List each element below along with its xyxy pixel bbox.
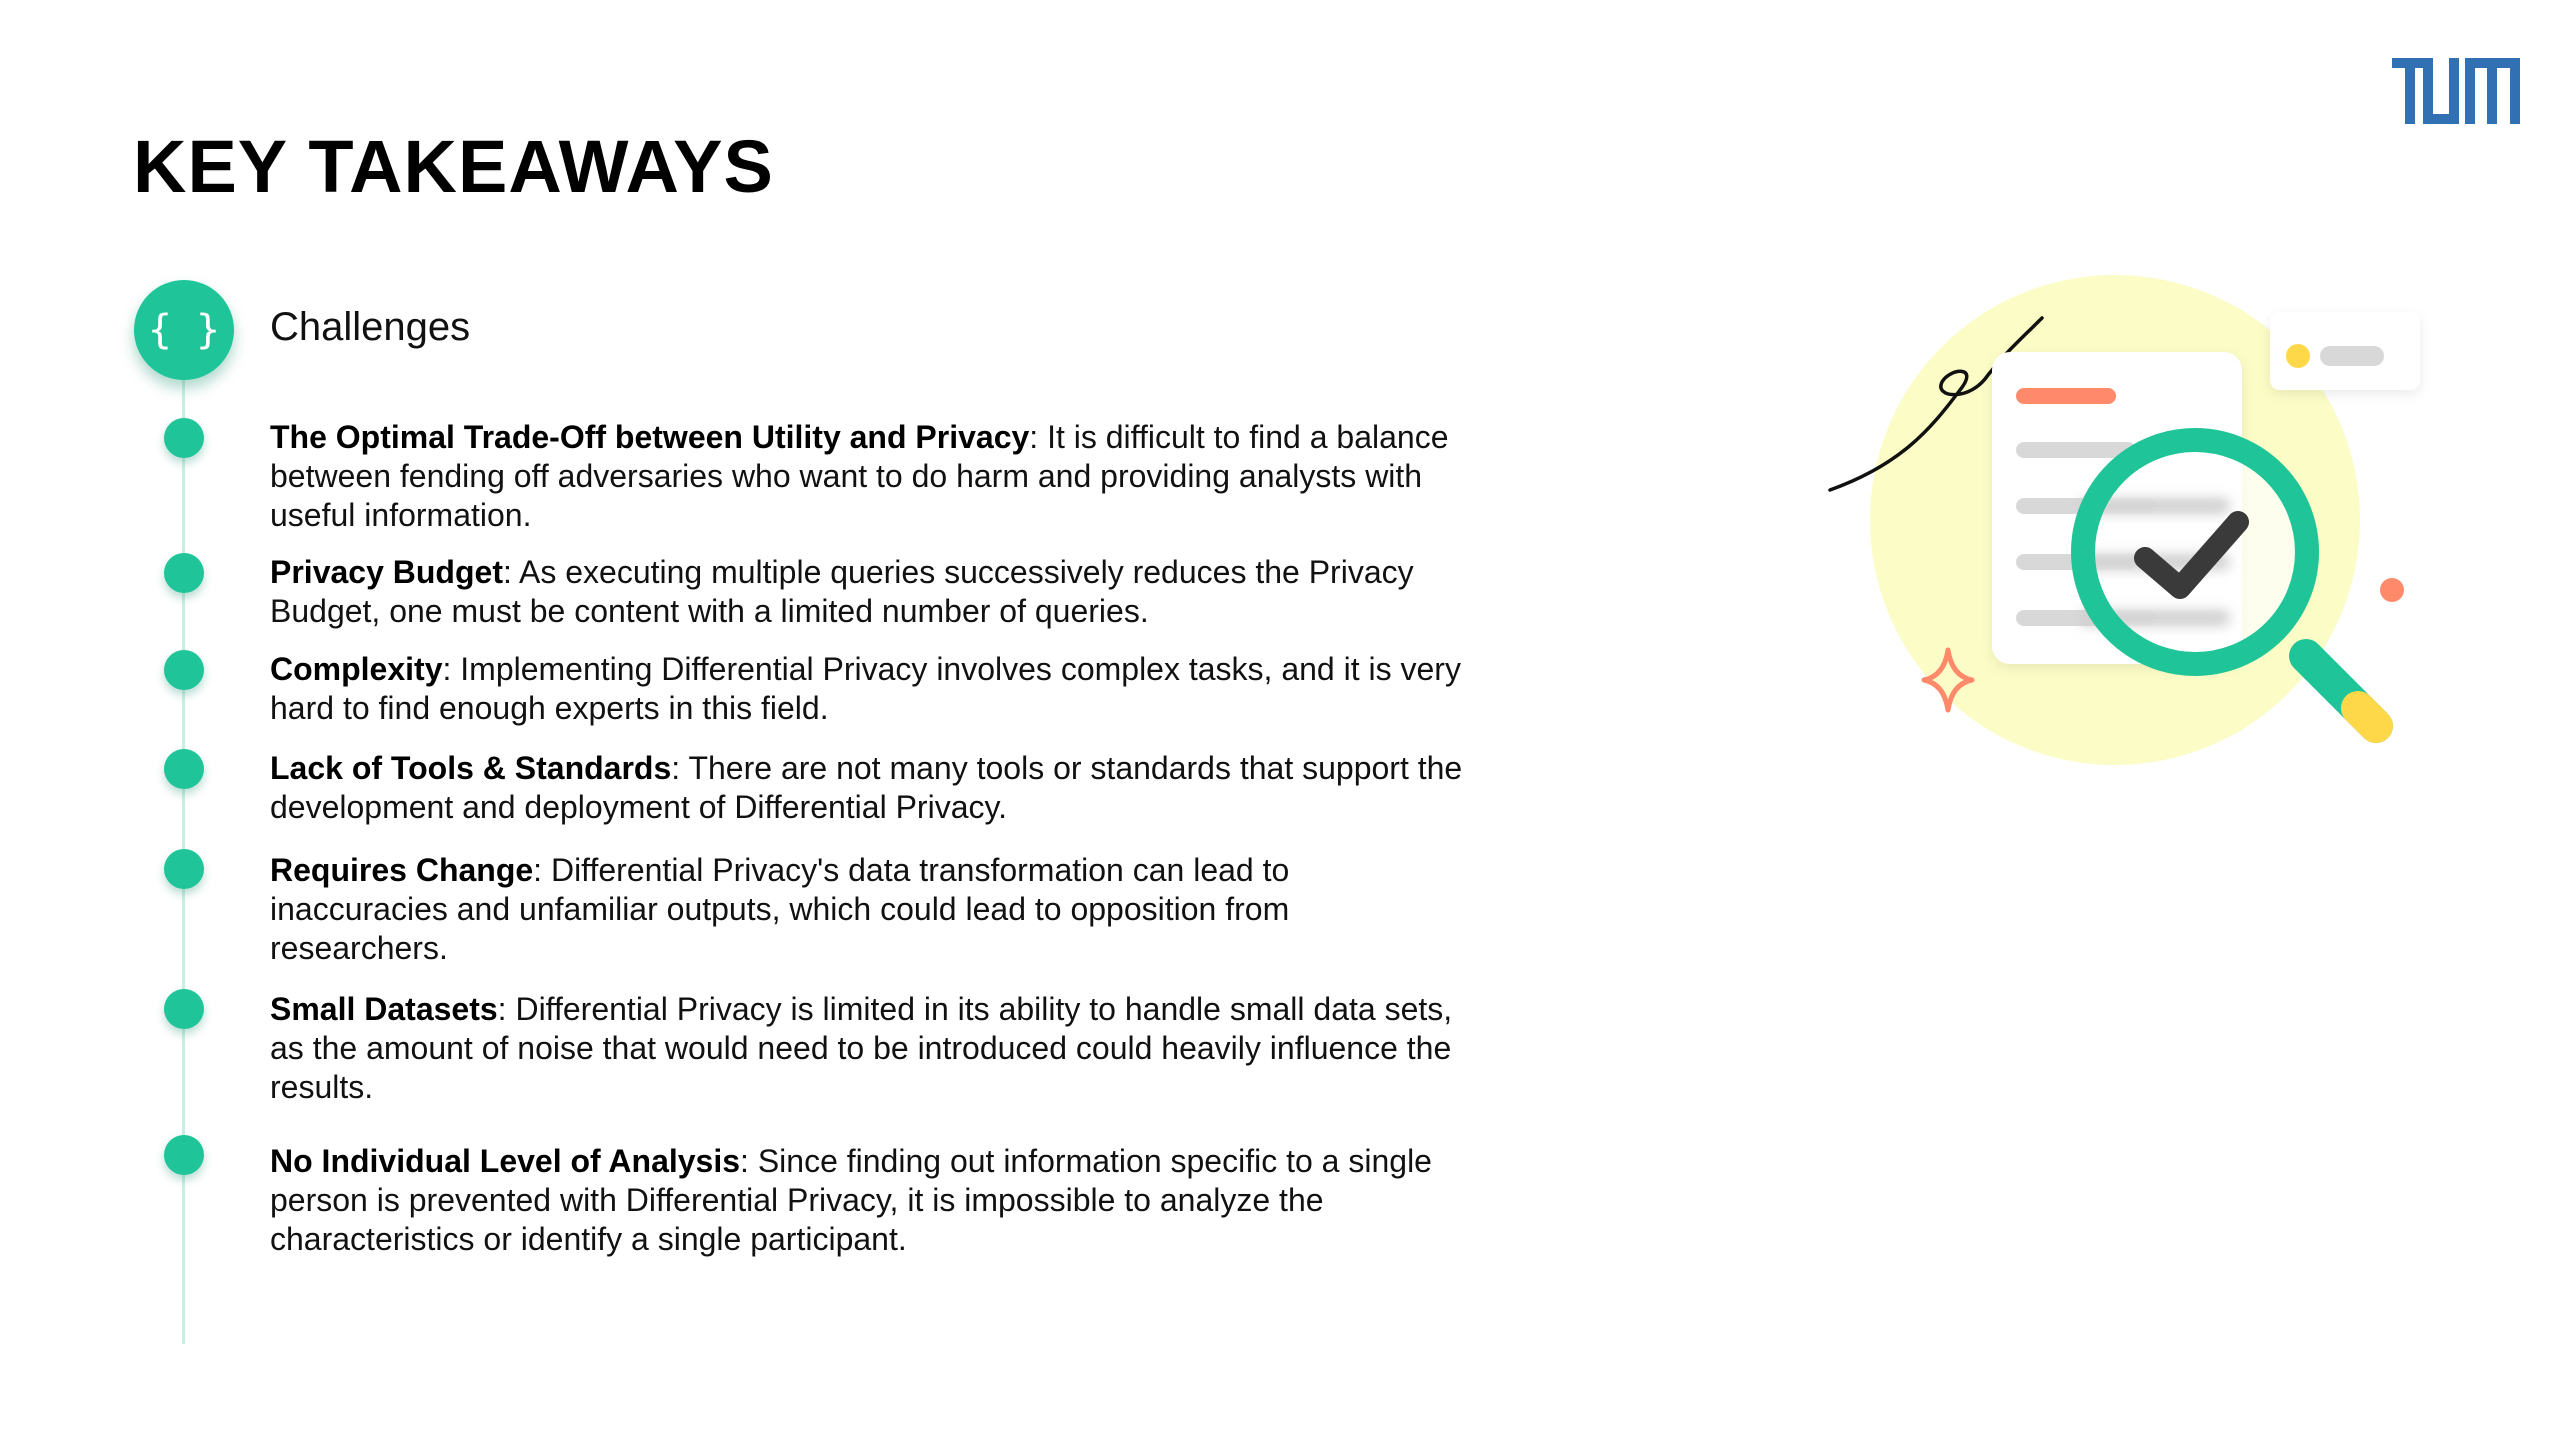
list-item: [270, 851, 1470, 968]
item-text: : As executing multiple queries successively reduces the Privacy Budget, one must be content with a limited number of queries.: [270, 554, 1414, 629]
item-term: Complexity: [270, 651, 443, 687]
item-text: : Implementing Differential Privacy involves complex tasks, and it is very hard to find enough experts in this field.: [270, 651, 1461, 726]
timeline-dot: [164, 418, 204, 458]
list-item: [270, 553, 1470, 631]
timeline-dot: [164, 749, 204, 789]
item-term: Lack of Tools & Standards: [270, 750, 672, 786]
item-text: : It is difficult to find a balance between fending off adversaries who want to do harm and providing analysts with useful information.: [270, 419, 1449, 533]
item-term: Privacy Budget: [270, 554, 503, 590]
timeline-dot: [164, 849, 204, 889]
list-item: [270, 418, 1470, 535]
magnifier-checkmark-illustration: [1810, 270, 2430, 790]
item-text: : Differential Privacy's data transformation can lead to inaccuracies and unfamiliar outputs, which could lead to opposition from researchers.: [270, 852, 1290, 966]
timeline-dot: [164, 1135, 204, 1175]
timeline-dot: [164, 989, 204, 1029]
list-item: [270, 1142, 1470, 1259]
item-text: : Since finding out information specific to a single person is prevented with Differential Privacy, it is impossible to analyze the characteristics or identify a single participant.: [270, 1143, 1432, 1257]
item-term: No Individual Level of Analysis: [270, 1143, 741, 1179]
item-text: : There are not many tools or standards that support the development and deployment of Differential Privacy.: [270, 750, 1463, 825]
item-term: Requires Change: [270, 852, 534, 888]
section-heading: Challenges: [270, 305, 471, 349]
timeline-dot: [164, 553, 204, 593]
item-text: : Differential Privacy is limited in its ability to handle small data sets, as the amount of noise that would need to be introduced could heavily influence the results.: [270, 991, 1453, 1105]
orange-dot: [2380, 578, 2404, 602]
list-item: [270, 650, 1470, 728]
page-title: KEY TAKEAWAYS: [133, 125, 774, 208]
tum-logo: [2392, 58, 2520, 124]
item-term: Small Datasets: [270, 991, 498, 1027]
curly-braces-icon: { }: [134, 280, 234, 380]
item-term: The Optimal Trade-Off between Utility and Privacy: [270, 419, 1030, 455]
list-item: [270, 990, 1470, 1107]
timeline-dot: [164, 650, 204, 690]
list-item: [270, 749, 1470, 827]
